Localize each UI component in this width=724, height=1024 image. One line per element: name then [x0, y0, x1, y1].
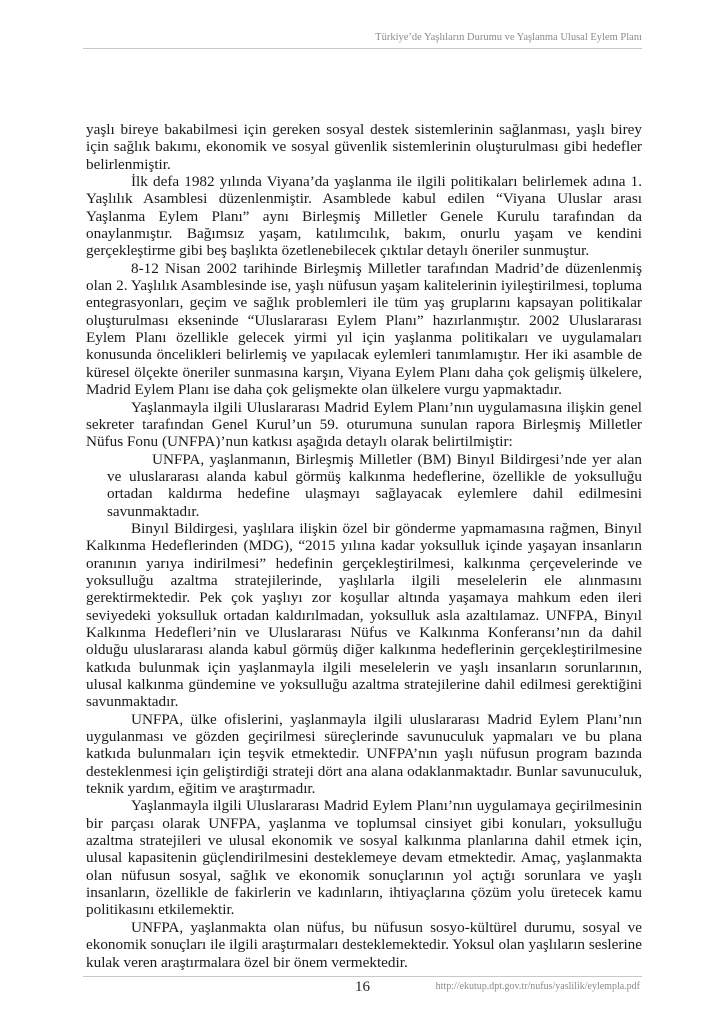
page-header	[83, 30, 642, 49]
paragraph-unfpa-country-offices: UNFPA, ülke ofislerini, yaşlanmayla ilgili uluslararası Madrid Eylem Planı’nın uygulanması ve gözden geçirilmesi süreçlerinde savunuculuk yapmaları ve bu plana katkıda bulunmaları için teşvik etmektedir. UNFPA’nın yaşlı nüfusun program bazında desteklenmesi için geliştirdiği strateji dört ana alana odaklanmaktadır. Bunlar savunuculuk, teknik yardım, eğitim ve araştırmadır.	[86, 710, 642, 798]
paragraph-millennium-declaration: Binyıl Bildirgesi, yaşlılara ilişkin özel bir gönderme yapmamasına rağmen, Binyıl Kalkınma Hedeflerinden (MDG), “2015 yılına kadar yoksulluk içinde yaşayan insanların oranının yarıya indirilmesi” hedefinin gerçekleştirilmesi, kalkınma çerçevelerinde ve yoksulluğu azaltma stratejilerinde, yaşlılarla ilgili meselelerin ele alınmasını gerektirmektedir. Pek çok yaşlıyı zor koşullar altında yaşamaya mahkum eden ileri seviyedeki yoksulluk ortadan kaldırılmadan, yoksulluk asla azaltılamaz. UNFPA, Binyıl Kalkınma Hedefleri’nin ve Uluslararası Nüfus ve Kalkınma Konferansı’nın da dahil olduğu uluslararası alanda kabul görmüş diğer kalkınma hedeflerinin gerçekleştirilmesine katkıda bulunmak için yaşlanmayla ilgili meselelerin ve yaşlı insanların sorunlarının, ulusal kalkınma gündemine ve yoksulluğu azaltma stratejilerine dahil edilmesi gerektiğini savunmaktadır.	[86, 519, 642, 711]
body-text	[86, 121, 642, 971]
source-url: http://ekutup.dpt.gov.tr/nufus/yaslilik/eylempla.pdf	[435, 981, 640, 992]
block-quote-unfpa: UNFPA, yaşlanmanın, Birleşmiş Milletler (BM) Binyıl Bildirgesi’nde yer alan ve uluslararası alanda kabul görmüş kalkınma hedeflerine, özellikle de yoksulluğu ortadan kaldırma hedefine ulaşmayı sağlayacak eylemlere dahil edilmesini savunmaktadır.	[107, 450, 642, 520]
paragraph-continuation: yaşlı bireye bakabilmesi için gereken sosyal destek sistemlerinin sağlanması, yaşlı birey için sağlık bakımı, ekonomik ve sosyal güvenlik sistemlerinin oluşturulması gibi hedefler belirlenmiştir.	[86, 121, 642, 173]
paragraph-madrid-implementation: Yaşlanmayla ilgili Uluslararası Madrid Eylem Planı’nın uygulamaya geçirilmesinin bir parçası olarak UNFPA, yaşlanma ve toplumsal cinsiyet gibi konuları, yoksulluğu azaltma stratejileri ve ulusal ekonomik ve sosyal kalkınma planlarına dahil etmek için, ulusal kapasitenin güçlendirilmesini desteklemeye devam etmektedir. Amaç, yaşlanmakta olan nüfusun sosyal, sağlık ve ekonomik sonuçlarının yol açtığı sorunlara ve yaşlı insanların, özellikle de fakirlerin ve kadınların, ihtiyaçlarına çözüm yolu üretecek kamu politikasını etkilemektir.	[86, 797, 642, 919]
paragraph-unfpa-report-intro: Yaşlanmayla ilgili Uluslararası Madrid Eylem Planı’nın uygulamasına ilişkin genel sekreter tarafından Genel Kurul’un 59. oturumuna sunulan rapora Birleşmiş Milletler Nüfus Fonu (UNFPA)’nun katkısı aşağıda detaylı olarak belirtilmiştir:	[86, 398, 642, 451]
running-header-title: Türkiye’de Yaşlıların Durumu ve Yaşlanma Ulusal Eylem Planı	[375, 32, 642, 43]
paragraph-madrid-assembly: 8-12 Nisan 2002 tarihinde Birleşmiş Milletler tarafından Madrid’de düzenlenmiş olan 2. Yaşlılık Asamblesinde ise, yaşlı nüfusun yaşam kalitelerinin iyileştirilmesi, topluma entegrasyonları, geçim ve sağlık problemleri ile tüm yaş gruplarını kapsayan politikalar oluşturulması ekseninde “Uluslararası Eylem Planı” hazırlanmıştır. 2002 Uluslararası Eylem Planı özellikle gelecek yirmi yıl için yaşlanma politikaları ve uygulamaları konusunda öncelikleri belirlemiş ve yapılacak eylemleri tanımlamıştır. Her iki asamble de küresel ölçekte öneriler sunmasına karşın, Viyana Eylem Planı daha çok gelişmiş ülkelere, Madrid Eylem Planı ise daha çok gelişmekte olan ülkelere vurgu yapmaktadır.	[86, 259, 642, 399]
paragraph-unfpa-research: UNFPA, yaşlanmakta olan nüfus, bu nüfusun sosyo-kültürel durumu, sosyal ve ekonomik sonuçları ile ilgili araştırmaları desteklemektedir. Yoksul olan yaşlıların seslerine kulak veren araştırmalara özel bir önem vermektedir.	[86, 918, 642, 971]
page-footer	[83, 976, 642, 1001]
page-number: 16	[355, 979, 370, 995]
paragraph-vienna-assembly: İlk defa 1982 yılında Viyana’da yaşlanma ile ilgili politikaları belirlemek adına 1. Yaşlılık Asamblesi düzenlenmiştir. Asamblede kabul edilen “Viyana Uluslar arası Yaşlanma Eylem Planı” aynı Birleşmiş Milletler Genele Kurulu tarafından da onaylanmıştır. Bağımsız yaşam, katılımcılık, bakım, onurlu yaşam ve kendini gerçekleştirme gibi beş başlıkta özetlenebilecek çıktılar detaylı öneriler sunmuştur.	[86, 173, 642, 260]
